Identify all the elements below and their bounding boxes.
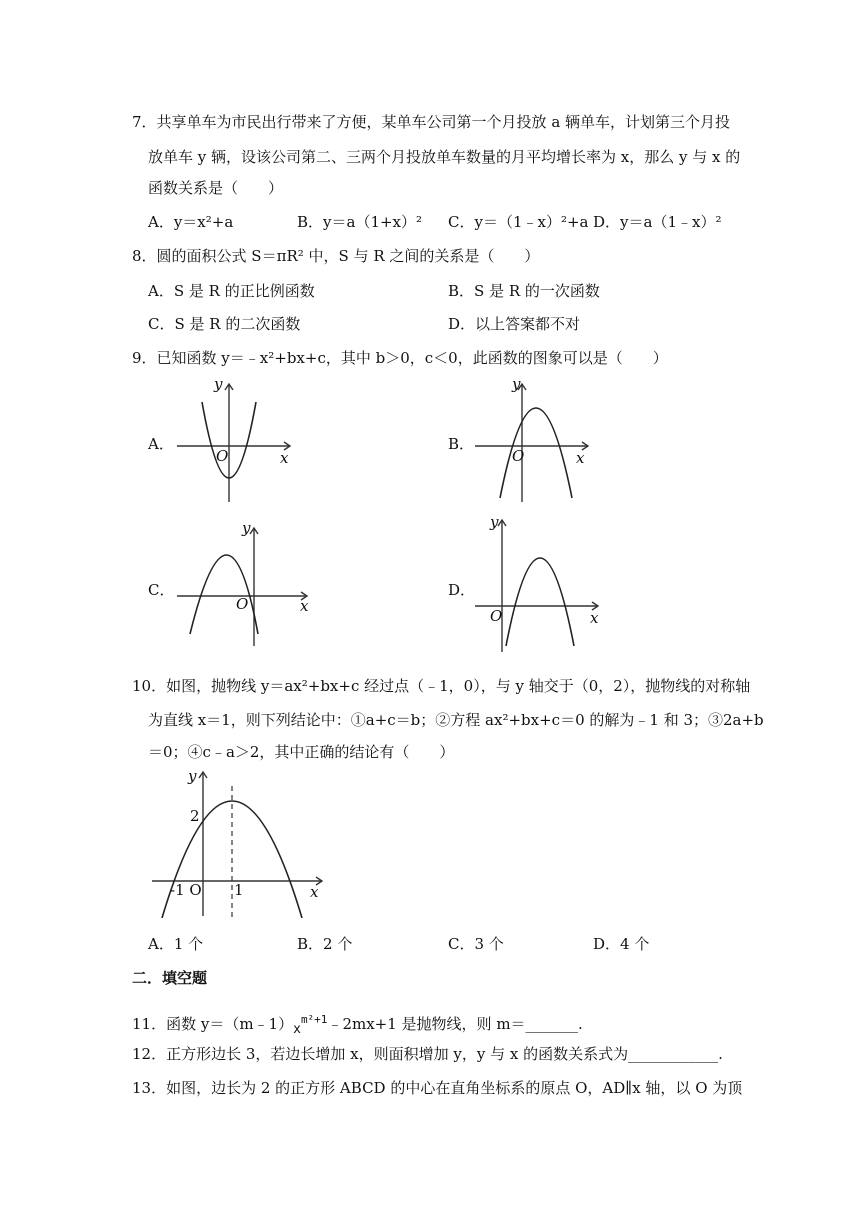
q8-option-d: D．以上答案都不对 — [448, 315, 581, 333]
q9-a-x-label: x — [280, 449, 289, 467]
q9-b-x-label: x — [576, 449, 585, 467]
q9-d-origin: O — [490, 607, 503, 625]
q9-option-b-label: B． — [448, 435, 475, 453]
q10-graph — [150, 768, 330, 918]
q9-option-c-label: C． — [148, 581, 175, 599]
q10-y-label: y — [188, 767, 197, 785]
q9-d-y-label: y — [490, 513, 499, 531]
q7-option-b: B．y＝a（1+x）² — [297, 213, 423, 231]
q10-line-2: 为直线 x＝1，则下列结论中：①a+c＝b；②方程 ax²+bx+c＝0 的解为﹣1 和 3；③2a+b — [148, 711, 764, 729]
q7-option-a: A．y＝x²+a — [148, 213, 234, 231]
q11-suffix: ﹣2mx+1 是抛物线，则 m＝_______. — [327, 1015, 583, 1033]
q7-option-d: D．y＝a（1﹣x）² — [593, 213, 722, 231]
q9-option-a-label: A． — [148, 435, 174, 453]
q10-tick-neg1-o: -1 O — [170, 881, 202, 899]
section-title: 二．填空题 — [132, 969, 208, 987]
q10-option-d: D．4 个 — [593, 935, 650, 953]
q8-option-b: B．S 是 R 的一次函数 — [448, 282, 600, 300]
q9-a-y-label: y — [214, 375, 223, 393]
q10-line-3: ＝0；④c﹣a＞2，其中正确的结论有（ ） — [148, 743, 455, 761]
q9-a-origin: O — [216, 447, 229, 465]
q7-line-1: 7．共享单车为市民出行带来了方便，某单车公司第一个月投放 a 辆单车，计划第三个月投 — [132, 113, 731, 131]
q11-line — [132, 1010, 583, 1036]
q10-option-a: A．1 个 — [148, 935, 204, 953]
q10-option-b: B．2 个 — [297, 935, 353, 953]
q11-base: x — [293, 1022, 301, 1037]
q9-graph-a — [172, 375, 300, 506]
q9-d-x-label: x — [590, 609, 599, 627]
q9-graph-c — [172, 519, 317, 650]
q9-option-d-label: D． — [448, 581, 476, 599]
q13-line: 13．如图，边长为 2 的正方形 ABCD 的中心在直角坐标系的原点 O，AD∥x 轴，以 O 为顶 — [132, 1079, 743, 1097]
q11-exponent: m²+1 — [300, 1013, 328, 1026]
q10-tick-2: 2 — [190, 807, 200, 825]
q12-line: 12．正方形边长 3，若边长增加 x，则面积增加 y，y 与 x 的函数关系式为____________. — [132, 1045, 723, 1063]
q10-option-c: C．3 个 — [448, 935, 504, 953]
q9-line-1: 9．已知函数 y＝﹣x²+bx+c，其中 b＞0，c＜0，此函数的图象可以是（ ） — [132, 349, 668, 367]
q8-option-a: A．S 是 R 的正比例函数 — [148, 282, 315, 300]
q9-c-y-label: y — [242, 519, 251, 537]
q8-line-1: 8．圆的面积公式 S＝πR² 中，S 与 R 之间的关系是（ ） — [132, 247, 540, 265]
q9-c-origin: O — [236, 595, 249, 613]
q9-c-x-label: x — [300, 597, 309, 615]
q9-b-origin: O — [512, 447, 525, 465]
q9-graph-d — [470, 512, 605, 654]
q11-prefix: 11．函数 y＝（m﹣1） — [132, 1015, 294, 1033]
q10-tick-1: 1 — [234, 881, 244, 899]
q10-x-label: x — [310, 883, 319, 901]
q9-b-y-label: y — [512, 375, 521, 393]
q7-option-c: C．y＝（1﹣x）²+a — [448, 213, 589, 231]
q9-graph-b — [470, 375, 598, 506]
q10-line-1: 10．如图，抛物线 y＝ax²+bx+c 经过点（﹣1，0），与 y 轴交于（0，2），抛物线的对称轴 — [132, 677, 751, 695]
q8-option-c: C．S 是 R 的二次函数 — [148, 315, 301, 333]
q7-line-3: 函数关系是（ ） — [148, 179, 284, 197]
q7-line-2: 放单车 y 辆，设该公司第二、三两个月投放单车数量的月平均增长率为 x，那么 y 与 x 的 — [148, 148, 741, 166]
